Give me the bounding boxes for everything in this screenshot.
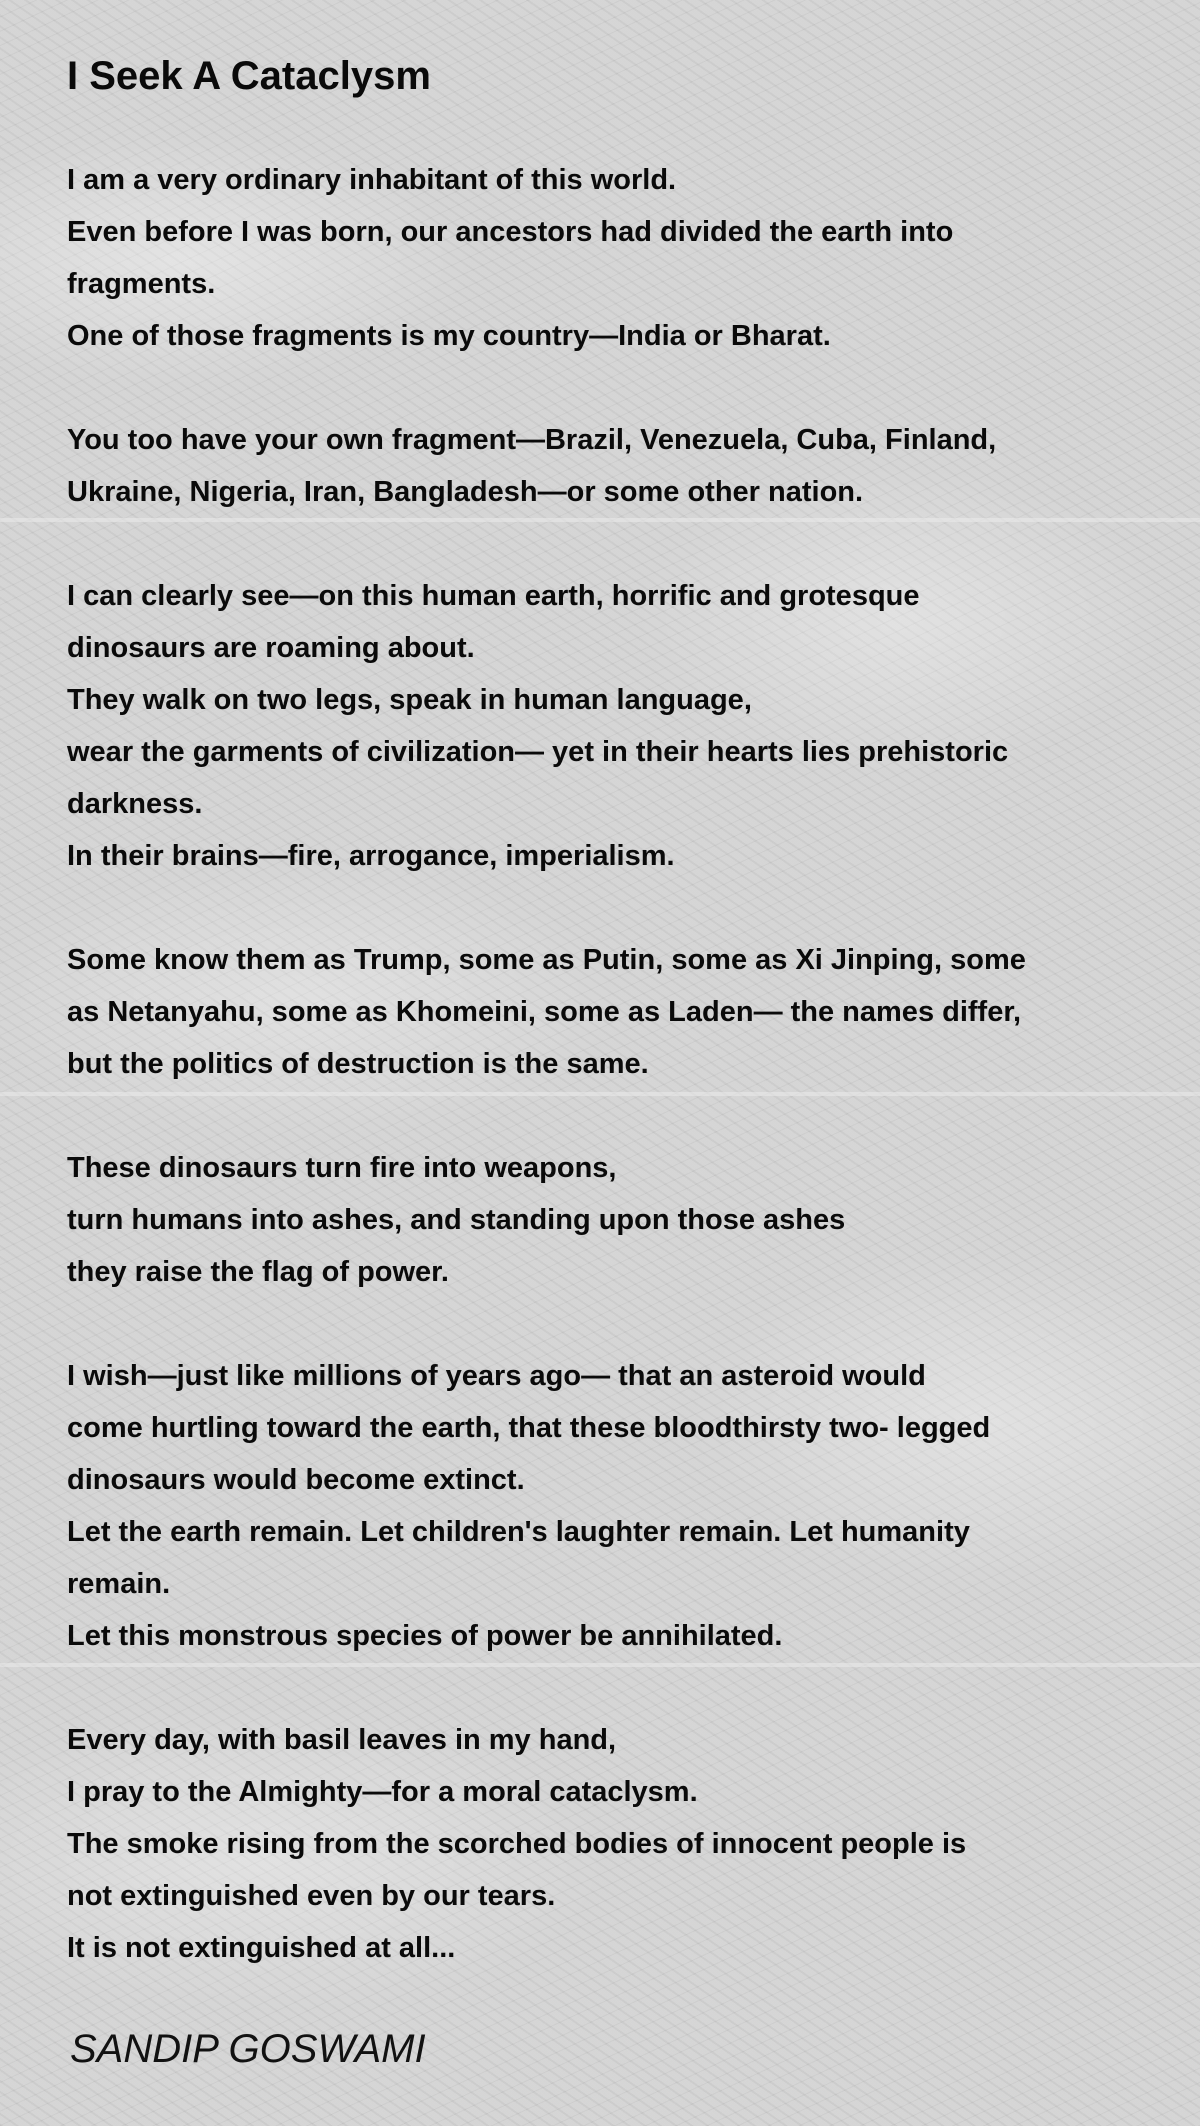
poem-line: Let this monstrous species of power be annihilated. [67,1620,783,1652]
poem-stanza [67,414,1167,518]
poem-line: I wish—just like millions of years ago— that an asteroid would [67,1360,926,1392]
poem-line: I pray to the Almighty—for a moral cataclysm. [67,1776,698,1808]
poem-line: turn humans into ashes, and standing upon those ashes [67,1204,846,1236]
poem-line: dinosaurs would become extinct. [67,1464,525,1496]
poem-line: darkness. [67,788,203,820]
poem-line: I am a very ordinary inhabitant of this world. [67,164,677,196]
poem-line: You too have your own fragment—Brazil, Venezuela, Cuba, Finland, [67,424,997,456]
poem-line: One of those fragments is my country—India or Bharat. [67,320,831,352]
poem-author: SANDIP GOSWAMI [70,2027,426,2071]
poem-stanza [67,570,1167,882]
poem-line: as Netanyahu, some as Khomeini, some as Laden— the names differ, [67,996,1022,1028]
poem-line: wear the garments of civilization— yet in their hearts lies prehistoric [67,736,1009,768]
poem-line: come hurtling toward the earth, that these bloodthirsty two- legged [67,1412,991,1444]
poem-body [67,154,1167,2026]
poem-line: but the politics of destruction is the same. [67,1048,649,1080]
poem-line: In their brains—fire, arrogance, imperialism. [67,840,675,872]
poem-line: They walk on two legs, speak in human language, [67,684,752,716]
poem-line: dinosaurs are roaming about. [67,632,475,664]
poem-stanza [67,1142,1167,1298]
poem-line: Some know them as Trump, some as Putin, some as Xi Jinping, some [67,944,1026,976]
poem-title: I Seek A Cataclysm [67,54,431,98]
poem-line: not extinguished even by our tears. [67,1880,556,1912]
poem-line: Ukraine, Nigeria, Iran, Bangladesh—or some other nation. [67,476,864,508]
poem-line: remain. [67,1568,171,1600]
poem-stanza [67,934,1167,1090]
poem-line: It is not extinguished at all... [67,1932,456,1964]
poem-line: Even before I was born, our ancestors had divided the earth into [67,216,954,248]
poem-stanza [67,1714,1167,1974]
poem-stanza [67,1350,1167,1662]
poem-line: Every day, with basil leaves in my hand, [67,1724,617,1756]
poem-stanza [67,154,1167,362]
poem-line: I can clearly see—on this human earth, horrific and grotesque [67,580,920,612]
poem-line: The smoke rising from the scorched bodies of innocent people is [67,1828,967,1860]
poem-line: These dinosaurs turn fire into weapons, [67,1152,617,1184]
poem-line: Let the earth remain. Let children's laughter remain. Let humanity [67,1516,970,1548]
poem-line: they raise the flag of power. [67,1256,449,1288]
poem-line: fragments. [67,268,216,300]
